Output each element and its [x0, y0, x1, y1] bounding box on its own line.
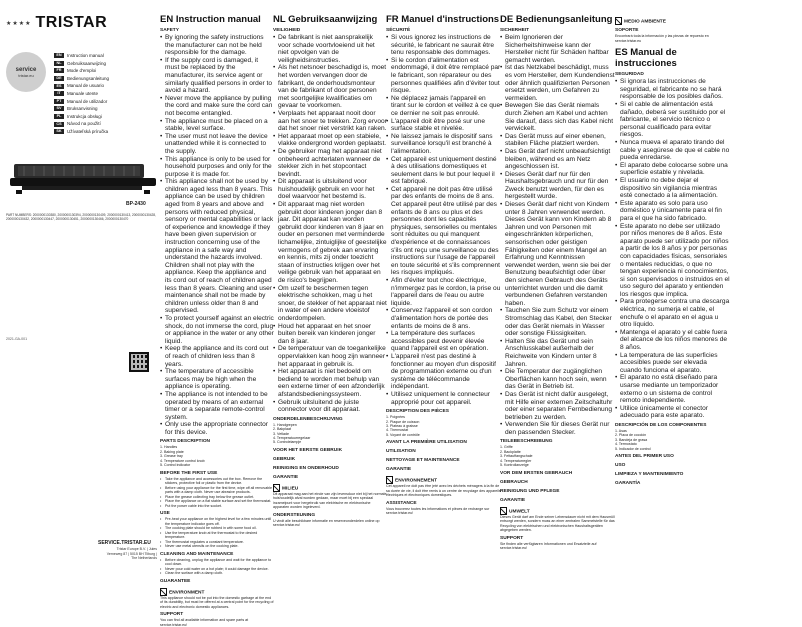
- list-item: • If the supply cord is damaged, it must be replaced by the manufacturer, its service agent or similarly qualified persons in order to avoid a hazard.: [160, 57, 274, 95]
- language-label: Mode d'emploi: [67, 68, 97, 74]
- nl-parts-heading: ONDERDELENBESCHRIJVING: [273, 416, 343, 422]
- list-item: • Para protegerse contra una descarga eléctrica, no sumerja el cable, el enchufe o el aparato en el agua u otro líquido.: [615, 298, 730, 328]
- column-es: [615, 14, 730, 569]
- de-environment-text: Dieses Gerät darf am Ende seiner Lebensdauer nicht mit dem Hausmüll entsorgt werden, sondern muss an einer zentralen Sammelstelle für das Recycling von elektrischen und elektronischen Haushaltsgeräten abgegeben werden.: [500, 514, 615, 533]
- language-item: [54, 105, 109, 113]
- de-parts-heading: TEILEBESCHREIBUNG: [500, 439, 553, 445]
- language-code: CS: [54, 122, 64, 127]
- list-item: 4. Temperature control knob: [160, 458, 205, 463]
- list-item: • Verplaats het apparaat nooit door aan het snoer te trekken. Zorg ervoor dat het snoer niet verstrikt kan raken.: [273, 110, 387, 133]
- recycle-bin-icon: [500, 507, 507, 515]
- en-support-text: You can find all available information and spare parts at service.tristar.eu!: [160, 618, 249, 627]
- language-code: IT: [54, 91, 64, 96]
- es-guarantee-heading: GARANTÍA: [615, 481, 641, 487]
- nl-cleaning-heading: REINIGING EN ONDERHOUD: [273, 465, 339, 471]
- fr-safety-list: [386, 34, 502, 406]
- list-item: • L'appareil doit être posé sur une surface stable et nivelée.: [386, 118, 502, 133]
- fr-support-text: Vous trouverez toutes les informations et pièces de rechange sur service.tristar.eu!: [386, 506, 490, 516]
- list-item: • Use the temperature knob at the thermostat to the desired temperature.: [160, 531, 274, 540]
- recycle-bin-icon: [386, 476, 393, 484]
- language-label: Užívateľská príručka: [67, 128, 109, 134]
- list-item: 4. Temperatuurregelaar: [273, 435, 311, 440]
- de-guarantee-heading: GARANTIE: [500, 497, 526, 503]
- language-label: Manual de utilizador: [67, 98, 108, 104]
- part-numbers: PART NUMBERS: 2000000130380, 2000000130394, 2000000130409, 2000000130413, 2000000130428, 2000000130432, 2000000130447, 2000000130451, 2000000130466, 2000000130470: [6, 213, 156, 222]
- recycle-bin-icon: [160, 588, 167, 596]
- nl-safety-list: [273, 34, 387, 414]
- language-label: Návod na použití: [67, 121, 101, 127]
- fr-environment-text: Cet appareil ne doit pas être jeté avec les déchets ménagers à la fin de sa durée de vie, il doit être remis à un centre de recyclage des appareils électriques et électroniques domestiques.: [386, 484, 501, 498]
- list-item: 1. Handles: [160, 445, 178, 450]
- de-before-heading: VOR DEM ERSTEN GEBRAUCH: [500, 470, 573, 476]
- list-item: • This appliance shall not be used by children aged less than 8 years. This appliance can be used by children aged from 8 years and above and persons with reduced physical, sensory or mental capabilities or lack of experience and knowledge if they have been given supervision or instruction concerning use of the appliance in a safe way and understand the hazards involved. Children shall not play with the appliance. Keep the appliance and its cord out of reach of children aged less than 8 years. Cleaning and user maintenance shall not be made by children unless older than 8 and supervised.: [160, 178, 274, 315]
- language-item: [54, 90, 109, 98]
- brand-column: [6, 14, 156, 564]
- list-item: • To protect yourself against an electric shock, do not immerse the cord, plug or appliance in the water or any other liquid.: [160, 315, 274, 345]
- es-safety-heading: SEGURIDAD: [615, 72, 644, 78]
- fr-before-heading: AVANT LA PREMIÈRE UTILISATION: [386, 440, 467, 446]
- list-item: 2. Plaque de cuisson: [386, 419, 420, 424]
- list-item: • Este aparato no debe ser utilizado por niños menores de 8 años. Este aparato puede ser utilizado por niños a partir de los 8 años y por personas con capacidades físicas, sensoriales o mentales reducidas, o que no tengan experiencia ni conocimientos, si son supervisados o instruidos en el uso seguro del aparato y entienden los riesgos que implica.: [615, 223, 730, 299]
- column-en: [160, 14, 274, 627]
- en-parts-heading: PARTS DESCRIPTION: [160, 439, 211, 445]
- service-label: service: [15, 66, 37, 73]
- list-item: • The appliance is not intended to be operated by means of an external timer or a separate remote-control system.: [160, 391, 274, 421]
- list-item: • Dieses Gerät darf nicht von Kindern unter 8 Jahren verwendet werden. Dieses Gerät kann von Kindern ab 8 Jahren und von Personen mit eingeschränkten körperlichen, sensorischen oder geistigen Fähigkeiten oder einem Mangel an Erfahrung und Kenntnissen verwendet werden, wenn sie bei der Benutzung beaufsichtigt oder über den sicheren Gebrauch des Geräts unterrichtet wurden und die damit verbundenen Gefahren verstanden haben.: [500, 201, 615, 307]
- fr-support-heading: ASSISTANCE: [386, 500, 417, 506]
- list-item: 5. Indicador de control: [615, 446, 651, 451]
- list-item: • Pre-heat your appliance on the highest level for a few minutes until the temperature indicator goes off.: [160, 517, 274, 526]
- language-label: Manual de usuario: [67, 83, 105, 89]
- es-environment-heading: MEDIO AMBIENTE: [615, 17, 730, 25]
- qr-code-icon: [129, 352, 149, 372]
- language-item: [54, 67, 109, 75]
- en-environment-text: This appliance should not be put into the domestic garbage at the end of its durability, but must be offered at a central point for the recycling of electric and electronic domestic appliances.: [160, 595, 274, 609]
- en-title: EN Instruction manual: [160, 14, 261, 25]
- column-fr: [386, 14, 502, 569]
- language-code: PL: [54, 114, 64, 119]
- list-item: 2. Bakplaat: [273, 427, 291, 432]
- list-item: 4. Termostato: [615, 442, 637, 447]
- de-support-text: Sie finden alle verfügbaren Informationen und Ersatzteile auf service.tristar.eu!: [500, 541, 597, 551]
- list-item: • Before cleaning, unplug the appliance and wait for the appliance to cool down.: [160, 558, 274, 567]
- list-item: • Nunca mueva el aparato tirando del cable y asegúrese de que el cable no pueda enredarse.: [615, 139, 730, 162]
- list-item: • De fabrikant is niet aansprakelijk voor schade voortvloeiend uit het niet opvolgen van de veiligheidsinstructies.: [273, 34, 387, 64]
- fr-guarantee-heading: GARANTIE: [386, 467, 412, 473]
- list-item: 2. Baking plate: [160, 449, 184, 454]
- list-item: • Cet appareil ne doit pas être utilisé par des enfants de moins de 8 ans. Cet appareil peut être utilisé par des enfants de 8 ans ou plus et des personnes dont les capacités physiques, sensorielles ou mentales sont réduites ou qui manquent d'expérience et de connaissances s'ils ont reçu une surveillance ou des instructions sur l'usage de l'appareil en toute sécurité et s'ils comprennent les risques impliqués.: [386, 186, 502, 277]
- de-support-heading: SUPPORT: [500, 535, 524, 541]
- fr-parts-heading: DESCRIPTION DES PIÈCES: [386, 409, 449, 415]
- list-item: • Halten Sie das Gerät und sein Anschlusskabel außerhalb der Reichweite von Kindern unter 8 Jahren.: [500, 338, 615, 368]
- nl-environment-text: Dit apparaat mag aan het einde van zijn levensduur niet bij het normale huishoudelijk afval worden gedaan, maar moet bij een speciaal inzamelpunt voor hergebruik van elektrische en elektronische apparaten worden ingeleverd.: [273, 491, 387, 510]
- language-label: Instruction manual: [67, 53, 104, 58]
- de-use-heading: GEBRAUCH: [500, 479, 528, 485]
- list-item: • Dit apparaat mag niet worden gebruikt door kinderen jonger dan 8 jaar. Dit apparaat kan worden gebruikt door kinderen van 8 jaar en ouder en personen met verminderde lichamelijke, zintuiglijke of geestelijke vermogens of gebrek aan ervaring en kennis, mits zij onder toezicht staan of instructies krijgen over het veilige gebruik van het apparaat en de risico's begrijpen.: [273, 201, 387, 285]
- nl-support-text: U vindt alle beschikbare informatie en reserveonderdelen online op service.tristar.eu!: [273, 518, 380, 528]
- model-number: BP-2430: [126, 201, 146, 207]
- list-item: • Keep the appliance and its cord out of reach of children less than 8 years.: [160, 345, 274, 368]
- list-item: • Put the power cable into the socket.: [160, 504, 274, 509]
- list-item: • The appliance must be placed on a stable, level surface.: [160, 118, 274, 133]
- list-item: • Die Temperatur der zugänglichen Oberflächen kann hoch sein, wenn das Gerät in Betrieb ist.: [500, 368, 615, 391]
- en-use-heading: USE: [160, 511, 170, 516]
- recycle-bin-icon: [615, 17, 622, 25]
- list-item: • Never use metal utensils on the cooking plate.: [160, 544, 274, 549]
- nl-environment-heading: MILIEU: [273, 484, 387, 492]
- tristar-logo: [6, 14, 156, 32]
- list-item: • Das Gerät ist nicht dafür ausgelegt, mit Hilfe einer externen Zeitschaltuhr oder einer separaten Fernbedienung betrieben zu werden.: [500, 391, 615, 421]
- es-safety-list: [615, 78, 730, 420]
- list-item: 3. Grease tray: [160, 454, 183, 459]
- de-title: DE Bedienungsanleitung: [500, 14, 613, 25]
- list-item: • Ist das Netzkabel beschädigt, muss es vom Hersteller, dem Kundendienst oder ähnlich qualifizierten Personen ersetzt werden, um Gefahren zu vermeiden.: [500, 64, 615, 102]
- list-item: • Als het netsnoer beschadigd is, moet het worden vervangen door de fabrikant, de onderhoudsmonteur van de fabrikant of door personen met soortgelijke kwalificaties om gevaar te voorkomen.: [273, 64, 387, 110]
- list-item: • Utilisez uniquement le connecteur approprié pour cet appareil.: [386, 391, 502, 406]
- list-item: • Conservez l'appareil et son cordon d'alimentation hors de portée des enfants de moins de 8 ans.: [386, 307, 502, 330]
- fr-environment-heading: ENVIRONNEMENT: [386, 476, 502, 484]
- nl-parts-list: [273, 423, 387, 445]
- list-item: • Gebruik uitsluitend de juiste connector voor dit apparaat.: [273, 399, 387, 414]
- list-item: • Si el cable de alimentación está dañado, deberá ser sustituido por el fabricante, el servicio técnico o personal cualificado para evitar riesgos.: [615, 101, 730, 139]
- list-item: • Place the appliance on a flat stable surface and set the thermostat.: [160, 499, 274, 504]
- es-before-heading: ANTES DEL PRIMER USO: [615, 454, 674, 460]
- list-item: 1. Asas: [615, 428, 627, 433]
- column-nl: [273, 14, 387, 569]
- logo-stars-icon: ★★★★: [6, 20, 32, 27]
- service-url[interactable]: SERVICE.TRISTAR.EU: [98, 540, 151, 546]
- language-code: FR: [54, 68, 64, 73]
- list-item: 4. Thermostat: [386, 428, 409, 433]
- language-code: NL: [54, 61, 64, 66]
- list-item: • Si le cordon d'alimentation est endommagé, il doit être remplacé par le fabricant, son réparateur ou des personnes qualifiées afin d'éviter tout risque.: [386, 57, 502, 95]
- list-item: 1. Poignées: [386, 415, 405, 420]
- language-code: EN: [54, 53, 64, 58]
- column-de: [500, 14, 615, 569]
- list-item: 3. Vetlade: [273, 431, 289, 436]
- service-badge: [6, 52, 46, 92]
- language-item: [54, 128, 109, 136]
- en-parts-list: [160, 445, 274, 467]
- language-code: DE: [54, 76, 64, 81]
- list-item: • Dieses Gerät darf nur für den Haushaltsgebrauch und nur für den Zweck benutzt werden, für den es hergestellt wurde.: [500, 171, 615, 201]
- en-cleaning-heading: CLEANING AND MAINTENANCE: [160, 551, 234, 557]
- en-before-list: [160, 477, 274, 509]
- list-item: • De temperatuur van de toegankelijke oppervlakken kan hoog zijn wanneer het apparaat in gebruik is.: [273, 345, 387, 368]
- en-support-heading: SUPPORT: [160, 612, 184, 618]
- list-item: • Beim Ignorieren der Sicherheitshinweise kann der Hersteller nicht für Schäden haftbar gemacht werden.: [500, 34, 615, 64]
- list-item: • Dit apparaat is uitsluitend voor huishoudelijk gebruik en voor het doel waarvoor het bestemd is.: [273, 178, 387, 201]
- list-item: • Ne déplacez jamais l'appareil en tirant sur le cordon et veillez à ce que ce dernier ne soit pas enroulé.: [386, 95, 502, 118]
- list-item: 3. Bandeja de grasa: [615, 437, 648, 442]
- list-item: 4. Temperaturregler: [500, 458, 532, 463]
- company-address: Tristar Europe B.V. | Jules Verneweg 87 | 5015 BH Tilburg | The Netherlands: [106, 547, 157, 560]
- language-item: [54, 120, 109, 128]
- en-cleaning-list: [160, 558, 274, 576]
- language-code: ES: [54, 84, 64, 89]
- list-item: 2. Backplatte: [500, 449, 521, 454]
- list-item: • By ignoring the safety instructions the manufacturer can not be held responsible for the damage.: [160, 34, 274, 57]
- list-item: • El aparato no está diseñado para usarse mediante un temporizador externo o un sistema de control remoto independiente.: [615, 374, 730, 404]
- list-item: • El usuario no debe dejar el dispositivo sin vigilancia mientras esté conectado a la alimentación.: [615, 177, 730, 200]
- language-code: PT: [54, 99, 64, 104]
- de-safety-list: [500, 34, 615, 436]
- list-item: • Das Gerät darf nicht unbeaufsichtigt bleiben, während es am Netz angeschlossen ist.: [500, 148, 615, 171]
- es-parts-heading: DESCRIPCIÓN DE LOS COMPONENTES: [615, 422, 707, 428]
- list-item: 5. Kontrollanzeige: [500, 463, 529, 468]
- list-item: • La température des surfaces accessibles peut devenir élevée quand l'appareil est en opération.: [386, 330, 502, 353]
- es-cleaning-heading: LIMPIEZA Y MANTENIMIENTO: [615, 472, 684, 478]
- nl-before-heading: VOOR HET EERSTE GEBRUIK: [273, 447, 343, 453]
- language-label: Gebruiksaanwijzing: [67, 60, 107, 66]
- list-item: • Verwenden Sie für dieses Gerät nur den passenden Stecker.: [500, 421, 615, 436]
- en-before-heading: BEFORE THE FIRST USE: [160, 470, 218, 476]
- list-item: • Bewegen Sie das Gerät niemals durch Ziehen am Kabel und achten Sie darauf, dass sich das Kabel nicht verwickelt.: [500, 102, 615, 132]
- language-code: SK: [54, 129, 64, 134]
- list-item: • Afin d'éviter tout choc électrique, n'immergez pas le cordon, la prise ou l'appareil dans de l'eau ou autre liquide.: [386, 277, 502, 307]
- list-item: • Om uzelf te beschermen tegen elektrische schokken, mag u het snoer, de stekker of het apparaat niet in water of een andere vloeistof onderdompelen.: [273, 285, 387, 323]
- language-label: Instrukcja obsługi: [67, 113, 102, 119]
- de-environment-heading: UMWELT: [500, 507, 615, 515]
- en-environment-heading: ENVIRONMENT: [160, 588, 274, 596]
- list-item: • Das Gerät muss auf einer ebenen, stabilen Fläche platziert werden.: [500, 133, 615, 148]
- list-item: • Place the grease collecting tray below the grease outlet.: [160, 495, 274, 500]
- fr-parts-list: [386, 415, 502, 437]
- es-support-text: Encontrará toda la información y las piezas de repuesto en service.tristar.eu: [615, 34, 709, 43]
- en-guarantee-heading: GUARANTEE: [160, 578, 191, 584]
- service-row: [6, 52, 156, 136]
- list-item: • Cet appareil est uniquement destiné à des utilisations domestiques et seulement dans le but pour lequel il est fabriqué.: [386, 156, 502, 186]
- en-use-list: [160, 517, 274, 549]
- list-item: • The temperature of accessible surfaces may be high when the appliance is operating.: [160, 368, 274, 391]
- list-item: • Het apparaat moet op een stabiele, vlakke ondergrond worden geplaatst.: [273, 133, 387, 148]
- list-item: • Never move the appliance by pulling the cord and make sure the cord can not become entangled.: [160, 95, 274, 118]
- list-item: • Houd het apparaat en het snoer buiten bereik van kinderen jonger dan 8 jaar.: [273, 323, 387, 346]
- list-item: • Never pour cold water on a hot plate; it could damage the device.: [160, 567, 274, 572]
- nl-use-heading: GEBRUIK: [273, 456, 296, 462]
- de-parts-list: [500, 445, 615, 467]
- list-item: 1. Handgrepen: [273, 422, 297, 427]
- list-item: • This appliance is only to be used for household purposes and only for the purpose it is made for.: [160, 156, 274, 179]
- es-support-heading: SOPORTE: [615, 28, 639, 34]
- list-item: • The cooking plate should be rubbed in with some food oil.: [160, 526, 274, 531]
- de-cleaning-heading: REINIGUNG UND PFLEGE: [500, 488, 560, 494]
- language-label: Bedienungsanleitung: [67, 75, 110, 81]
- language-item: [54, 52, 109, 60]
- list-item: 5. Control indicator: [160, 463, 191, 468]
- language-item: [54, 113, 109, 121]
- list-item: 5. Voyant de contrôle: [386, 432, 420, 437]
- nl-title: NL Gebruiksaanwijzing: [273, 14, 378, 25]
- nl-safety-heading: VEILIGHEID: [273, 28, 301, 33]
- list-item: • Mantenga el aparato y el cable fuera del alcance de los niños menores de 8 años.: [615, 329, 730, 352]
- language-label: Manuale utente: [67, 90, 99, 96]
- language-label: Bruksanvisning: [67, 106, 98, 112]
- en-safety-list: [160, 34, 274, 436]
- es-use-heading: USO: [615, 463, 626, 469]
- language-code: SV: [54, 106, 64, 111]
- list-item: • The user must not leave the device unattended while it is connected to the supply.: [160, 133, 274, 156]
- language-item: [54, 82, 109, 90]
- grill-product-image: [8, 154, 158, 204]
- list-item: • La temperatura de las superficies accesibles puede ser elevada cuando funciona el aparato.: [615, 352, 730, 375]
- list-item: • El aparato debe colocarse sobre una superficie estable y nivelada.: [615, 162, 730, 177]
- list-item: 1. Griffe: [500, 445, 513, 450]
- logo-text: TRISTAR: [35, 14, 108, 31]
- list-item: • Before using your appliance for the first time, wipe off all removable parts with a damp cloth. Never use abrasive products.: [160, 486, 274, 495]
- es-parts-list: [615, 429, 730, 451]
- list-item: 3. Fettauffangschale: [500, 454, 533, 459]
- list-item: 3. Plateau à graisse: [386, 423, 418, 428]
- list-item: • L'appareil n'est pas destiné à fonctionner au moyen d'un dispositif de programmation externe ou d'un système de télécommande indépendant.: [386, 353, 502, 391]
- list-item: • Take the appliance and accessories out the box. Remove the stickers, protective foil or plastic from the device.: [160, 477, 274, 486]
- fr-cleaning-heading: NETTOYAGE ET MAINTENANCE: [386, 458, 460, 464]
- language-item: [54, 98, 109, 106]
- list-item: • The thermostat regulates a constant temperature.: [160, 540, 274, 545]
- list-item: • Utilice únicamente el conector adecuado para este aparato.: [615, 405, 730, 420]
- list-item: • De gebruiker mag het apparaat niet onbeheerd achterlaten wanneer de stekker zich in het stopcontact bevindt.: [273, 148, 387, 178]
- language-item: [54, 75, 109, 83]
- list-item: • Het apparaat is niet bedoeld om bediend te worden met behulp van een externe timer of een afzonderlijk afstandsbedieningssysteem.: [273, 368, 387, 398]
- list-item: 5. Controlelampje: [273, 440, 302, 445]
- service-sub: tristar.eu: [18, 72, 34, 78]
- language-item: [54, 60, 109, 68]
- list-item: • Si ignora las instrucciones de seguridad, el fabricante no se hará responsable de los posibles daños.: [615, 78, 730, 101]
- fr-use-heading: UTILISATION: [386, 449, 416, 455]
- list-item: • Si vous ignorez les instructions de sécurité, le fabricant ne saurait être tenu responsable des dommages.: [386, 34, 502, 57]
- de-safety-heading: SICHERHEIT: [500, 28, 530, 33]
- list-item: • Clean the surface with a damp cloth.: [160, 571, 274, 576]
- list-item: • Only use the appropriate connector for this device.: [160, 421, 274, 436]
- list-item: • Ne laissez jamais le dispositif sans surveillance lorsqu'il est branché à l'alimentation.: [386, 133, 502, 156]
- nl-guarantee-heading: GARANTIE: [273, 474, 299, 480]
- language-list: [54, 52, 109, 136]
- list-item: • Este aparato es solo para uso doméstico y únicamente para el fin para el que ha sido fabricado.: [615, 200, 730, 223]
- en-safety-heading: SAFETY: [160, 28, 179, 33]
- list-item: • Tauchen Sie zum Schutz vor einem Stromschlag das Kabel, den Stecker oder das Gerät niemals in Wasser oder sonstige Flüssigkeiten.: [500, 307, 615, 337]
- es-title: ES Manual de instrucciones: [615, 47, 677, 70]
- list-item: 2. Placa de cocción: [615, 433, 647, 438]
- manual-code: 2021-GA-001: [6, 337, 28, 341]
- fr-title: FR Manuel d'instructions: [386, 14, 500, 25]
- fr-safety-heading: SÉCURITÉ: [386, 28, 411, 33]
- nl-support-heading: ONDERSTEUNING: [273, 512, 316, 518]
- recycle-bin-icon: [273, 484, 280, 492]
